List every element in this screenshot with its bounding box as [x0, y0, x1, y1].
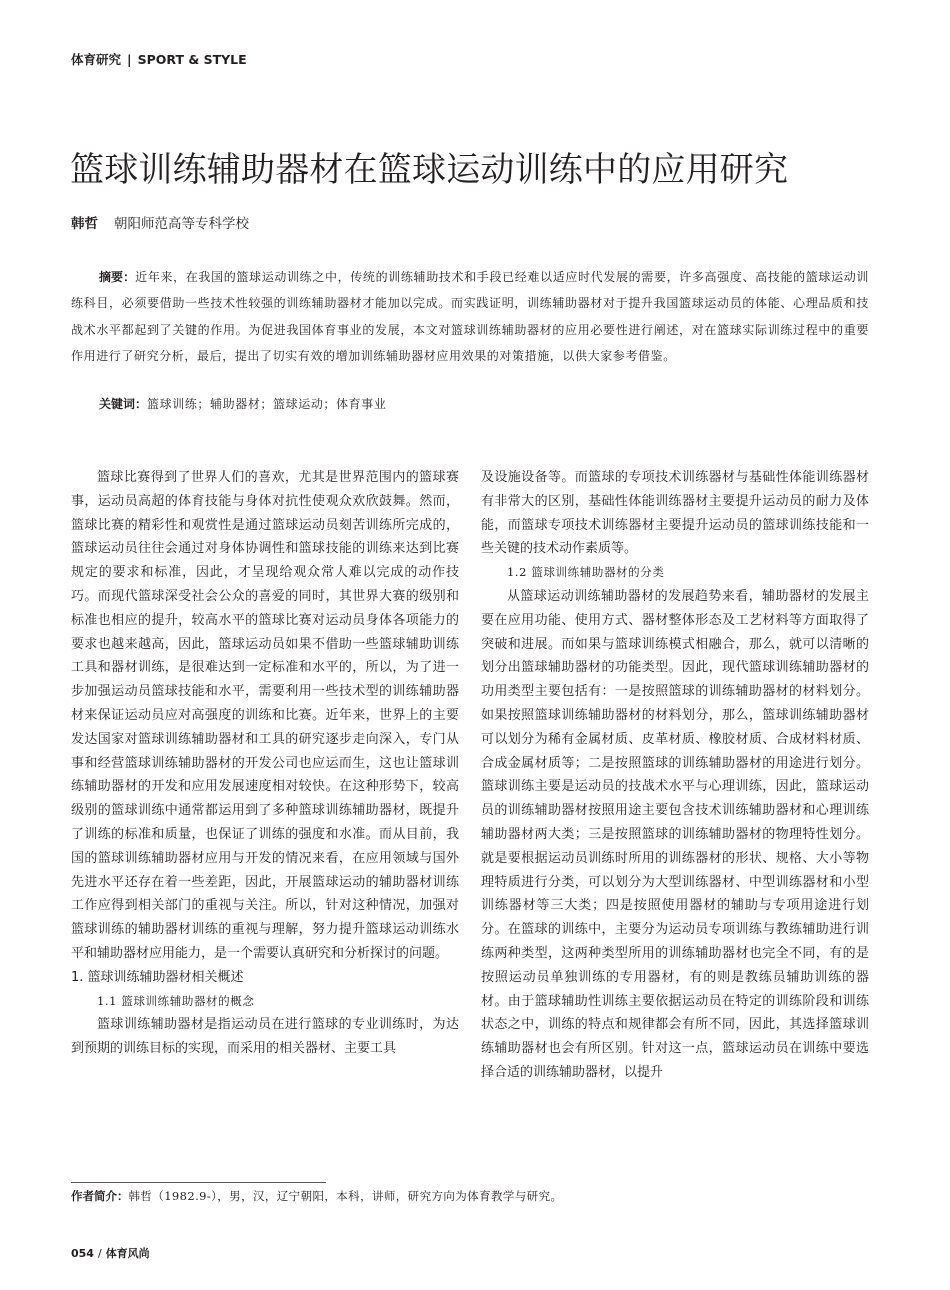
page-number: 054	[71, 1247, 94, 1260]
subsection-heading-1-2: 1.2 篮球训练辅助器材的分类	[507, 565, 665, 580]
keywords-text: 篮球训练；辅助器材；篮球运动；体育事业	[147, 397, 387, 411]
author-line	[71, 212, 249, 232]
footer-separator: /	[97, 1247, 102, 1260]
keywords	[99, 394, 869, 414]
abstract-text: 近年来，在我国的篮球运动训练之中，传统的训练辅助技术和手段已经难以适应时代发展的需要，许多高强度、高技能的篮球运动训练科目，必须要借助一些技术性较强的训练辅助器材才能加以完成。而实践证明，训练辅助器材对于提升我国篮球运动员的体能、心理品质和技战术水平都起到了关键的作用。为促进我国体育事业的发展，本文对篮球训练辅助器材的应用必要性进行阐述，对在篮球实际训练过程中的重要作用进行了研究分析，最后，提出了切实有效的增加训练辅助器材应用效果的对策措施，以供大家参考借鉴。	[71, 270, 869, 364]
author-name: 韩哲	[71, 216, 98, 232]
body-column-left	[71, 466, 459, 1061]
keywords-label: 关键词：	[99, 397, 148, 411]
bio-label: 作者简介：	[71, 1189, 129, 1203]
author-bio	[71, 1188, 562, 1204]
running-header	[71, 50, 247, 66]
section-heading-1: 1. 篮球训练辅助器材相关概述	[71, 969, 244, 985]
header-separator: |	[127, 52, 132, 67]
journal-name: 体育风尚	[105, 1247, 150, 1260]
footnote-divider	[71, 1182, 326, 1183]
paragraph-intro: 篮球比赛得到了世界人们的喜欢，尤其是世界范围内的篮球赛事，运动员高超的体育技能与身体对抗性使观众欢欣鼓舞。然而，篮球比赛的精彩性和观赏性是通过篮球运动员刻苦训练所完成的，篮球运动员往往会通过对身体协调性和篮球技能的训练来达到比赛规定的要求和标准，因此，才呈现给观众常人难以完成的动作技巧。而现代篮球深受社会公众的喜爱的同时，其世界大赛的级别和标准也相应的提升，较高水平的篮球比赛对运动员身体各项能力的要求也越来越高，因此，篮球运动员如果不借助一些篮球辅助训练工具和器材训练，是很难达到一定标准和水平的，所以，为了进一步加强运动员篮球技能和水平，需要利用一些技术型的训练辅助器材来保证运动员应对高强度的训练和比赛。近年来，世界上的主要发达国家对篮球训练辅助器材和工具的研究逐步走向深入，专门从事和经营篮球训练辅助器材的开发公司也应运而生，这也让篮球训练辅助器材的开发和应用发展速度相对较快。在这种形势下，较高级别的篮球训练中通常都运用到了多种篮球训练辅助器材，既提升了训练的标准和质量，也保证了训练的强度和水准。而从目前，我国的篮球训练辅助器材应用与开发的情况来看，在应用领域与国外先进水平还存在着一些差距，因此，开展篮球运动的辅助器材训练工作应得到相关部门的重视与关注。所以，针对这种情况，加强对篮球训练的辅助器材训练的重视与理解，努力提升篮球运动训练水平和辅助器材应用能力，是一个需要认真研究和分析探讨的问题。	[71, 470, 459, 961]
abstract-label: 摘要：	[99, 270, 136, 284]
bio-text: 韩哲（1982.9-），男，汉，辽宁朝阳，本科，讲师，研究方向为体育教学与研究。	[128, 1189, 563, 1203]
paragraph-concept: 篮球训练辅助器材是指运动员在进行篮球的专业训练时，为达到预期的训练目标的实现，而采用的相关器材、主要工具	[71, 1017, 459, 1057]
author-affiliation: 朝阳师范高等专科学校	[114, 216, 249, 232]
article-title: 篮球训练辅助器材在篮球运动训练中的应用研究	[70, 150, 789, 190]
body-column-right	[481, 466, 869, 1085]
journal-name-en: SPORT & STYLE	[137, 52, 247, 67]
paragraph-classification: 从篮球运动训练辅助器材的发展趋势来看，辅助器材的发展主要在应用功能、使用方式、器材整体形态及工艺材料等方面取得了突破和进展。而如果与篮球训练模式相融合，那么，就可以清晰的划分出篮球辅助器材的功能类型。因此，现代篮球训练辅助器材的功用类型主要包括有：一是按照篮球的训练辅助器材的材料划分。如果按照篮球训练辅助器材的材料划分，那么，篮球训练辅助器材可以划分为稀有金属材质、皮革材质、橡胶材质、合成材料材质、合成金属材质等；二是按照篮球的训练辅助器材的用途进行划分。篮球训练主要是运动员的技战术水平与心理训练，因此，篮球运动员的训练辅助器材按照用途主要包含技术训练辅助器材和心理训练辅助器材两大类；三是按照篮球的训练辅助器材的物理特性划分。就是要根据运动员训练时所用的训练器材的形状、规格、大小等物理特质进行分类，可以划分为大型训练器材、中型训练器材和小型训练器材等三大类；四是按照使用器材的辅助与专项用途进行划分。在篮球的训练中，主要分为运动员专项训练与教练辅助进行训练两种类型，这两种类型所用的训练辅助器材也完全不同，有的是按照运动员单独训练的专用器材，有的则是教练员辅助训练的器材。由于篮球辅助性训练主要依据运动员在特定的训练阶段和训练状态之中，训练的特点和规律都会有所不同，因此，其选择篮球训练辅助器材也会有所区别。针对这一点，篮球运动员在训练中要选择合适的训练辅助器材，以提升	[481, 588, 869, 1080]
subsection-heading-1-1: 1.1 篮球训练辅助器材的概念	[97, 993, 255, 1008]
page-footer	[71, 1245, 150, 1261]
abstract	[71, 264, 869, 370]
section-name: 体育研究	[71, 52, 122, 67]
paragraph-concept-continued: 及设施设备等。而篮球的专项技术训练器材与基础性体能训练器材有非常大的区别，基础性体能训练器材主要提升运动员的耐力及体能，而篮球专项技术训练器材主要提升运动员的篮球训练技能和一些关键的技术动作素质等。	[481, 470, 869, 557]
